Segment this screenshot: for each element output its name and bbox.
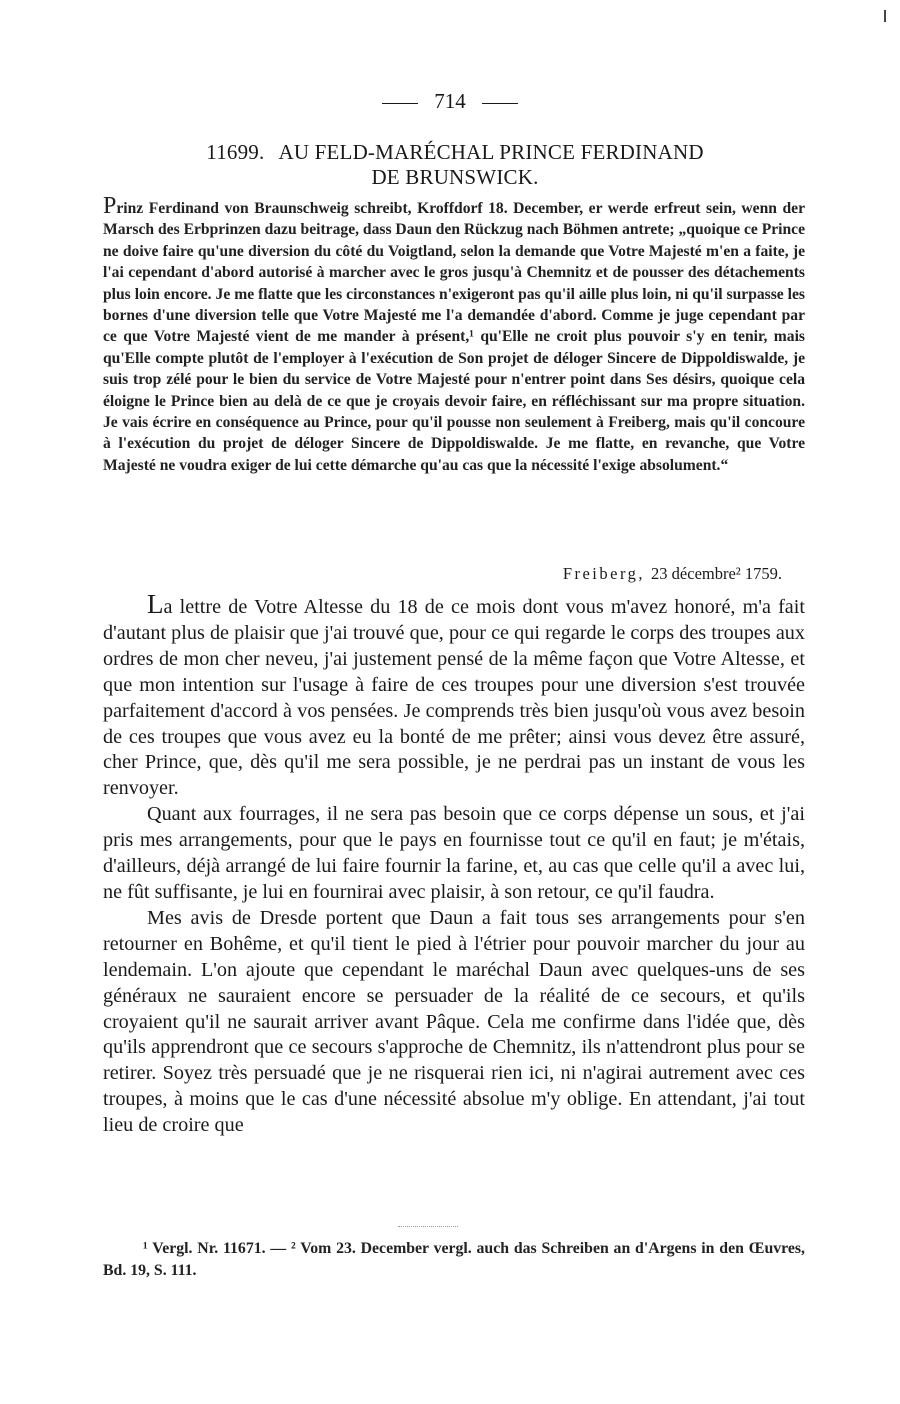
- summary-initial: P: [103, 193, 117, 219]
- summary-paragraph: [103, 193, 805, 476]
- heading-line-1: [150, 140, 760, 165]
- letter-body: [103, 589, 805, 1139]
- page-number-text: 714: [434, 89, 466, 113]
- footnote-text: ¹ Vergl. Nr. 11671. — ² Vom 23. December vergl. auch das Schreiben an d'Argens in den Œuvres, Bd. 19, S. 111.: [103, 1240, 805, 1279]
- page-number: [0, 88, 900, 114]
- dateline: [563, 563, 782, 585]
- footnotes: [103, 1238, 805, 1282]
- heading-title-line2: DE BRUNSWICK.: [371, 165, 539, 189]
- heading-title-line1: AU FELD-MARÉCHAL PRINCE FERDINAND: [278, 140, 704, 164]
- page-number-dash-left: [382, 103, 418, 104]
- summary-text-block: [103, 193, 805, 476]
- dateline-date: 23 décembre² 1759.: [651, 564, 782, 583]
- footnote-divider: [398, 1226, 458, 1228]
- scan-mark: [884, 10, 886, 22]
- letter-paragraph-1: [103, 589, 805, 802]
- letter-initial: L: [147, 589, 164, 619]
- letter-paragraph-2: Quant aux fourrages, il ne sera pas besoin que ce corps dépense un sous, et j'ai pris mes arrangements, pour que le pays en fournisse tout ce qu'il en faut; je m'étais, d'ailleurs, déjà arrangé de lui faire fournir la farine, et, au cas que celle qu'il a avec lui, ne fût suffisante, je lui en fournirai avec plaisir, à son retour, ce qu'il faudra.: [103, 803, 805, 903]
- page-number-dash-right: [482, 103, 518, 104]
- letter-paragraph-1-text: a lettre de Votre Altesse du 18 de ce mois dont vous m'avez honoré, m'a fait d'autant plus de plaisir que j'ai trouvé que, pour ce qui regarde le corps des troupes aux ordres de mon cher neveu, j'ai justement pensé de la même façon que Votre Altesse, et que mon intention sur l'usage à faire de ces troupes pour une diversion s'est trouvée parfaitement d'accord à vos pensées. Je comprends très bien jusqu'où vous avez besoin de ces troupes que vous avez eu la bonté de me prêter; ainsi vous devez être assuré, cher Prince, que, dès qu'il me sera possible, je ne perdrai pas un instant de vous les renvoyer.: [103, 596, 805, 800]
- letter-number: 11699.: [206, 140, 265, 164]
- summary-text: rinz Ferdinand von Braunschweig schreibt, Kroffdorf 18. December, er werde erfreut sein, wenn der Marsch des Erbprinzen dazu beitrage, dass Daun den Rückzug nach Böhmen antrete; „quoique ce Prince ne doive faire qu'une diversion du côté du Voigtland, selon la demande que Votre Majesté m'en a faite, je l'ai cependant d'abord autorisé à marcher avec le gros jusqu'à Chemnitz et de pousser des détachements plus loin encore. Je me flatte que les circonstances n'exigeront pas qu'il aille plus loin, ni qu'il surpasse les bornes d'une diversion telle que Votre Majesté me l'a demandée d'abord. Comme je juge cependant par ce que Votre Majesté vient de me mander à présent,¹ qu'Elle ne croit plus pouvoir s'y en tenir, mais qu'Elle compte plutôt de l'employer à l'exécution de Son projet de déloger Sincere de Dippoldiswalde, je suis trop zélé pour le bien du service de Votre Majesté pour n'entrer point dans Ses désirs, quoique cela éloigne le Prince bien au delà de ce que je croyais devoir faire, en réfléchissant sur ma propre situation. Je vais écrire en conséquence au Prince, pour qu'il pousse non seulement à Freiberg, mais qu'il concoure à l'exécution du projet de déloger Sincere de Dippoldiswalde. Je me flatte, en revanche, que Votre Majesté ne voudra exiger de lui cette démarche qu'au cas que la nécessité l'exige absolument.“: [103, 200, 805, 474]
- letter-paragraph-3: Mes avis de Dresde portent que Daun a fait tous ses arrangements pour s'en retourner en Bohême, et qu'il tient le pied à l'étrier pour pouvoir marcher du jour au lendemain. L'on ajoute que cependant le maréchal Daun avec quelques-uns de ses généraux ne sauraient encore se persuader de la réalité de ce secours, et qu'ils croyaient qu'il ne saurait arriver avant Pâque. Cela me confirme dans l'idée que, dès qu'ils apprendront que ce secours s'approche de Chemnitz, ils n'attendront plus pour se retirer. Soyez très persuadé que je ne risquerai rien ici, ni n'agirai autrement avec ces troupes, à moins que le cas d'une nécessité absolue m'y oblige. En attendant, j'ai tout lieu de croire que: [103, 906, 805, 1137]
- letter-heading: [150, 140, 760, 190]
- dateline-place: Freiberg,: [562, 564, 646, 583]
